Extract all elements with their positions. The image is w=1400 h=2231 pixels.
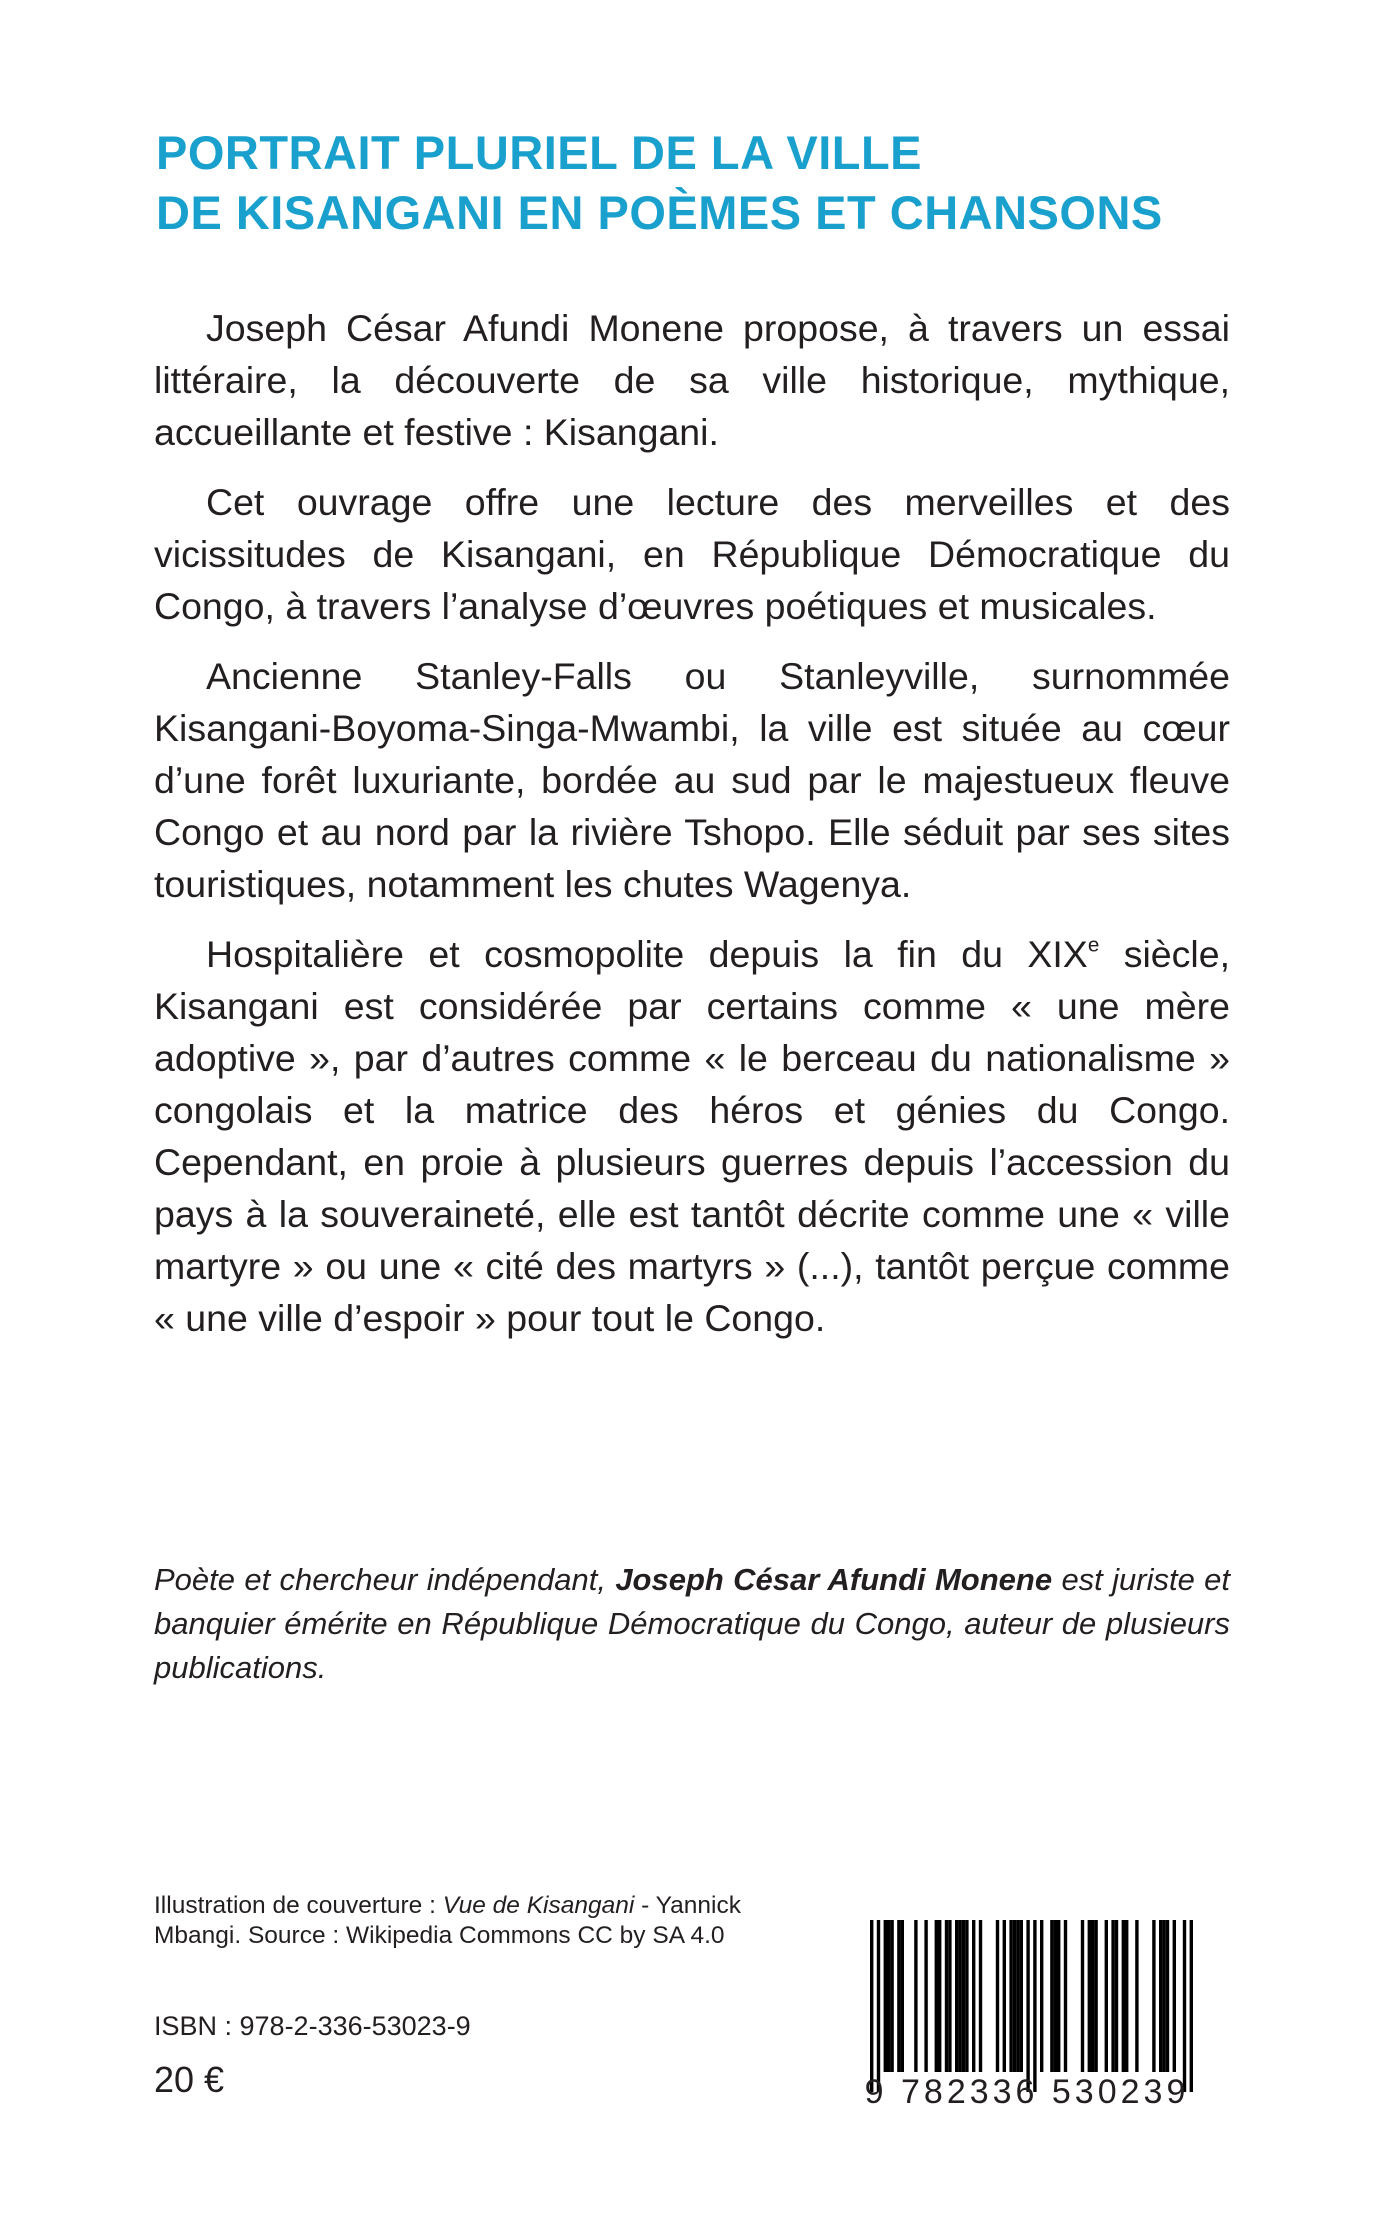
barcode-bar (924, 1920, 927, 2072)
barcode-bar (945, 1920, 948, 2072)
barcode-bar (962, 1920, 965, 2072)
barcode-bar (1173, 1920, 1176, 2072)
barcode-bar (1040, 1920, 1043, 2072)
blurb-paragraph-4-start: Hospitalière et cosmopolite depuis la fin du XIX (206, 933, 1088, 975)
blurb-paragraph-2: Cet ouvrage offre une lecture des merveilles et des vicissitudes de Kisangani, en République Démocratique du Congo, à travers l’analyse d’œuvres poétiques et musicales. (154, 481, 1230, 627)
barcode-bar (948, 1920, 951, 2072)
barcode-bar (1162, 1920, 1165, 2072)
barcode-bar (1105, 1920, 1108, 2072)
barcode-bar (958, 1920, 961, 2072)
barcode-guard-bar (877, 1920, 880, 2092)
barcode-bar (890, 1920, 893, 2072)
barcode-bar (901, 1920, 904, 2072)
price: 20 € (154, 2059, 225, 2100)
blurb (154, 302, 1230, 1344)
barcode-bar (1166, 1920, 1169, 2072)
blurb-paragraph-4 (154, 928, 1230, 1344)
barcode-bar (1111, 1920, 1114, 2072)
barcode-bar (1054, 1920, 1057, 2072)
book-title-line-2: DE KISANGANI EN POÈMES ET CHANSONS (156, 186, 1163, 240)
author-name: Joseph César Afundi Monene (615, 1562, 1053, 1597)
barcode-bar (1091, 1920, 1094, 2072)
barcode-bar (1016, 1920, 1019, 2072)
barcode-bar (1009, 1920, 1012, 2072)
barcode-guard-bar (1026, 1920, 1029, 2092)
barcode-bar (1020, 1920, 1023, 2072)
blurb-paragraph-1: Joseph César Afundi Monene propose, à travers un essai littéraire, la découverte de sa ville historique, mythique, accueillante et festive : Kisangani. (154, 307, 1230, 453)
barcode-bar (935, 1920, 938, 2072)
barcode-bar (884, 1920, 887, 2072)
barcode-bar (1122, 1920, 1125, 2072)
barcode-bar (1050, 1920, 1053, 2072)
barcode-bar (887, 1920, 890, 2072)
credits-work-title: Vue de Kisangani (442, 1892, 635, 1919)
barcode-bar (972, 1920, 975, 2072)
isbn: ISBN : 978-2-336-53023-9 (154, 2011, 471, 2041)
barcode-bar (979, 1920, 982, 2072)
book-title-line-1: PORTRAIT PLURIEL DE LA VILLE (156, 126, 923, 180)
barcode-bar (1115, 1920, 1118, 2072)
barcode-bar (996, 1920, 999, 2072)
barcode-bar (897, 1920, 900, 2072)
author-bio-intro: Poète et chercheur indépendant, (154, 1562, 616, 1597)
barcode-bar (1057, 1920, 1060, 2072)
author-bio (154, 1558, 1230, 1690)
barcode-bar (1094, 1920, 1097, 2072)
barcode-bar (938, 1920, 941, 2072)
credits-suffix: - Yannick Mbangi. Source : Wikipedia Commons CC by SA 4.0 (154, 1892, 742, 1949)
barcode-bar (914, 1920, 917, 2072)
barcode-bar (1088, 1920, 1091, 2072)
barcode-bar (1159, 1920, 1162, 2072)
barcode-guard-bar (870, 1920, 873, 2092)
barcode (832, 1920, 1222, 2120)
book-title (156, 123, 1276, 243)
barcode-bar (1125, 1920, 1128, 2072)
barcode-guard-bar (1033, 1920, 1036, 2092)
barcode-bar (955, 1920, 958, 2072)
blurb-paragraph-4-end: siècle, Kisangani est considérée par certains comme « une mère adoptive », par d’autres comme « le berceau du nationalisme » congolais et la matrice des héros et génies du Congo. Cependant, en proie à plusieurs guerres depuis l’accession du pays à la souveraineté, elle est tantôt décrite comme une « ville martyre » ou une « cité des martyrs » (...), tantôt perçue comme « une ville d’espoir » pour tout le Congo. (154, 933, 1230, 1339)
blurb-paragraph-3: Ancienne Stanley-Falls ou Stanleyville, surnommée Kisangani-Boyoma-Singa-Mwambi, la ville est située au cœur d’une forêt luxuriante, bordée au sud par le majestueux fleuve Congo et au nord par la rivière Tshopo. Elle séduit par ses sites touristiques, notamment les chutes Wagenya. (154, 655, 1230, 905)
author-bio-rest: est juriste et banquier émérite en République Démocratique du Congo, auteur de plusieurs publications. (154, 1562, 1230, 1685)
century-superscript: e (1087, 933, 1100, 957)
barcode-bar (1081, 1920, 1084, 2072)
barcode-guard-bar (1190, 1920, 1193, 2092)
barcode-bar (1135, 1920, 1138, 2072)
barcode-number: 9 782336 530239 (864, 2073, 1190, 2111)
barcode-bar (1064, 1920, 1067, 2072)
barcode-bar (965, 1920, 968, 2072)
barcode-bar (1013, 1920, 1016, 2072)
credits-prefix: Illustration de couverture : (154, 1892, 443, 1919)
barcode-bar (1152, 1920, 1155, 2072)
barcode-bar (1003, 1920, 1006, 2072)
cover-credits (154, 1891, 774, 1951)
barcode-guard-bar (1183, 1920, 1186, 2092)
